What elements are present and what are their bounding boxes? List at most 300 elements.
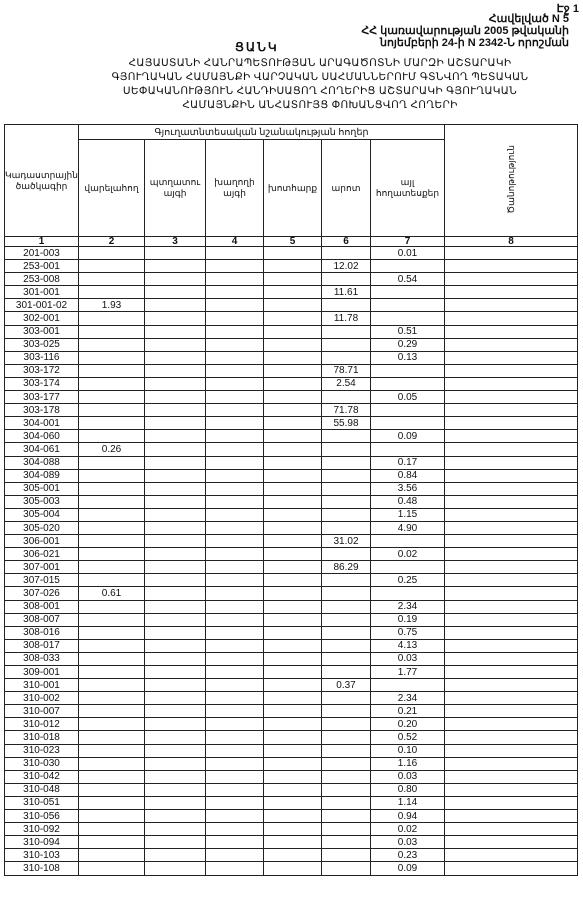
table-row: [5, 508, 578, 521]
arable-value: [79, 744, 145, 757]
column-number: 2: [79, 237, 145, 247]
orchard-value: [145, 600, 206, 613]
orchard-value: [145, 836, 206, 849]
orchard-value: [145, 325, 206, 338]
orchard-value: [145, 364, 206, 377]
arable-value: [79, 783, 145, 796]
other-land-value: 1.15: [371, 508, 445, 521]
subtitle-line: ՀԱՄԱՅՆՔԻՆ ԱՆՀԱՏՈՒՅՑ ՓՈԽԱՆՑՎՈՂ ՀՈՂԵՐԻ: [182, 99, 458, 111]
vineyard-value: [206, 548, 264, 561]
arable-value: [79, 770, 145, 783]
vineyard-value: [206, 757, 264, 770]
vineyard-value: [206, 456, 264, 469]
table-row: [5, 377, 578, 390]
other-land-value: 0.54: [371, 273, 445, 286]
note-value: [445, 849, 578, 862]
cadastral-code: 301-001-02: [5, 299, 79, 312]
vineyard-value: [206, 364, 264, 377]
vineyard-value: [206, 351, 264, 364]
other-land-value: 0.10: [371, 744, 445, 757]
arable-value: [79, 495, 145, 508]
note-value: [445, 783, 578, 796]
hayfield-value: [264, 862, 322, 875]
vineyard-value: [206, 862, 264, 875]
pasture-value: [322, 823, 371, 836]
pasture-value: 86.29: [322, 561, 371, 574]
hayfield-value: [264, 770, 322, 783]
header-orchard: պտղատու այգի: [145, 140, 206, 237]
other-land-value: [371, 312, 445, 325]
orchard-value: [145, 652, 206, 665]
cadastral-code: 308-001: [5, 600, 79, 613]
hayfield-value: [264, 351, 322, 364]
other-land-value: 3.56: [371, 482, 445, 495]
pasture-value: [322, 639, 371, 652]
other-land-value: [371, 404, 445, 417]
orchard-value: [145, 731, 206, 744]
vineyard-value: [206, 823, 264, 836]
pasture-value: [322, 456, 371, 469]
table-row: [5, 338, 578, 351]
vineyard-value: [206, 325, 264, 338]
table-row: [5, 783, 578, 796]
note-value: [445, 312, 578, 325]
note-value: [445, 391, 578, 404]
other-land-value: [371, 443, 445, 456]
arable-value: [79, 377, 145, 390]
vineyard-value: [206, 652, 264, 665]
vineyard-value: [206, 731, 264, 744]
note-value: [445, 679, 578, 692]
vineyard-value: [206, 639, 264, 652]
pasture-value: 78.71: [322, 364, 371, 377]
arable-value: [79, 600, 145, 613]
vineyard-value: [206, 600, 264, 613]
table-row: [5, 639, 578, 652]
note-value: [445, 731, 578, 744]
pasture-value: 11.78: [322, 312, 371, 325]
pasture-value: [322, 626, 371, 639]
note-value: [445, 574, 578, 587]
orchard-value: [145, 757, 206, 770]
vineyard-value: [206, 508, 264, 521]
vineyard-value: [206, 574, 264, 587]
vineyard-value: [206, 836, 264, 849]
orchard-value: [145, 299, 206, 312]
pasture-value: [322, 351, 371, 364]
vineyard-value: [206, 299, 264, 312]
cadastral-code: 310-018: [5, 731, 79, 744]
orchard-value: [145, 469, 206, 482]
other-land-value: 0.25: [371, 574, 445, 587]
page-number: Էջ 1: [556, 3, 579, 15]
cadastral-code: 310-048: [5, 783, 79, 796]
table-row: [5, 810, 578, 823]
cadastral-code: 301-001: [5, 286, 79, 299]
hayfield-value: [264, 600, 322, 613]
cadastral-code: 201-003: [5, 247, 79, 260]
table-row: [5, 600, 578, 613]
vineyard-value: [206, 273, 264, 286]
pasture-value: [322, 836, 371, 849]
pasture-value: [322, 443, 371, 456]
vineyard-value: [206, 626, 264, 639]
hayfield-value: [264, 705, 322, 718]
note-value: [445, 770, 578, 783]
other-land-value: [371, 260, 445, 273]
vineyard-value: [206, 692, 264, 705]
vineyard-value: [206, 495, 264, 508]
hayfield-value: [264, 508, 322, 521]
orchard-value: [145, 247, 206, 260]
pasture-value: [322, 299, 371, 312]
orchard-value: [145, 443, 206, 456]
note-value: [445, 862, 578, 875]
vineyard-value: [206, 810, 264, 823]
note-value: [445, 364, 578, 377]
hayfield-value: [264, 325, 322, 338]
pasture-value: [322, 521, 371, 534]
note-value: [445, 417, 578, 430]
orchard-value: [145, 639, 206, 652]
hayfield-value: [264, 783, 322, 796]
orchard-value: [145, 535, 206, 548]
table-row: [5, 823, 578, 836]
subtitle-line: ՍԵՓԱԿԱՆՈՒԹՅՈՒՆ ՀԱՆԴԻՍԱՑՈՂ ՀՈՂԵՐԻՑ ԱՇՏԱՐԱԿԻ ԳՅՈՒՂԱԿԱՆ: [122, 85, 518, 97]
note-value: [445, 247, 578, 260]
hayfield-value: [264, 692, 322, 705]
hayfield-value: [264, 744, 322, 757]
vineyard-value: [206, 482, 264, 495]
pasture-value: [322, 757, 371, 770]
vineyard-value: [206, 561, 264, 574]
table-row: [5, 535, 578, 548]
orchard-value: [145, 495, 206, 508]
hayfield-value: [264, 456, 322, 469]
vineyard-value: [206, 849, 264, 862]
table-row: [5, 482, 578, 495]
annex-government: ՀՀ կառավարության 2005 թվականի: [361, 25, 569, 37]
vineyard-value: [206, 391, 264, 404]
cadastral-code: 310-007: [5, 705, 79, 718]
pasture-value: [322, 600, 371, 613]
pasture-value: [322, 482, 371, 495]
column-number: 1: [5, 237, 79, 247]
pasture-value: [322, 338, 371, 351]
table-row: [5, 247, 578, 260]
arable-value: [79, 521, 145, 534]
table-row: [5, 391, 578, 404]
table-row: [5, 325, 578, 338]
arable-value: 0.61: [79, 587, 145, 600]
arable-value: [79, 417, 145, 430]
pasture-value: 71.78: [322, 404, 371, 417]
hayfield-value: [264, 521, 322, 534]
hayfield-value: [264, 626, 322, 639]
arable-value: [79, 430, 145, 443]
pasture-value: [322, 508, 371, 521]
cadastral-code: 303-172: [5, 364, 79, 377]
table-row: [5, 443, 578, 456]
table-row: [5, 404, 578, 417]
hayfield-value: [264, 757, 322, 770]
table-row: [5, 260, 578, 273]
hayfield-value: [264, 443, 322, 456]
cadastral-code: 303-001: [5, 325, 79, 338]
column-number: 8: [445, 237, 578, 247]
hayfield-value: [264, 849, 322, 862]
cadastral-code: 303-177: [5, 391, 79, 404]
arable-value: [79, 561, 145, 574]
table-row: [5, 312, 578, 325]
other-land-value: 0.01: [371, 247, 445, 260]
note-value: [445, 810, 578, 823]
header-other-land: այլ հողատեսքեր: [371, 140, 445, 237]
header-cadastral-code: Կադաստրային ծածկագիր: [5, 125, 79, 237]
cadastral-code: 307-001: [5, 561, 79, 574]
header-note: Ծանոթություն: [505, 144, 516, 214]
note-value: [445, 587, 578, 600]
table-row: [5, 495, 578, 508]
cadastral-code: 307-026: [5, 587, 79, 600]
arable-value: [79, 273, 145, 286]
pasture-value: 2.54: [322, 377, 371, 390]
hayfield-value: [264, 377, 322, 390]
other-land-value: 0.51: [371, 325, 445, 338]
cadastral-code: 310-042: [5, 770, 79, 783]
cadastral-code: 310-108: [5, 862, 79, 875]
table-row: [5, 299, 578, 312]
annex-reference: [361, 13, 569, 49]
vineyard-value: [206, 679, 264, 692]
other-land-value: [371, 417, 445, 430]
hayfield-value: [264, 535, 322, 548]
cadastral-code: 303-025: [5, 338, 79, 351]
pasture-value: [322, 430, 371, 443]
column-number: 6: [322, 237, 371, 247]
note-value: [445, 836, 578, 849]
other-land-value: 0.02: [371, 823, 445, 836]
table-row: [5, 417, 578, 430]
pasture-value: 12.02: [322, 260, 371, 273]
table-row: [5, 351, 578, 364]
note-value: [445, 443, 578, 456]
table-row: [5, 613, 578, 626]
note-value: [445, 260, 578, 273]
pasture-value: [322, 770, 371, 783]
pasture-value: [322, 718, 371, 731]
pasture-value: [322, 391, 371, 404]
cadastral-code: 308-017: [5, 639, 79, 652]
table-row: [5, 796, 578, 809]
cadastral-code: 308-007: [5, 613, 79, 626]
note-value: [445, 273, 578, 286]
hayfield-value: [264, 796, 322, 809]
arable-value: [79, 364, 145, 377]
hayfield-value: [264, 273, 322, 286]
vineyard-value: [206, 613, 264, 626]
note-value: [445, 404, 578, 417]
hayfield-value: [264, 587, 322, 600]
header-vineyard: խաղողի այգի: [206, 140, 264, 237]
note-value: [445, 508, 578, 521]
orchard-value: [145, 705, 206, 718]
table-row: [5, 692, 578, 705]
vineyard-value: [206, 535, 264, 548]
orchard-value: [145, 338, 206, 351]
hayfield-value: [264, 391, 322, 404]
cadastral-code: 305-001: [5, 482, 79, 495]
hayfield-value: [264, 574, 322, 587]
pasture-value: [322, 796, 371, 809]
arable-value: [79, 312, 145, 325]
arable-value: [79, 482, 145, 495]
note-value: [445, 626, 578, 639]
vineyard-value: [206, 404, 264, 417]
cadastral-code: 304-060: [5, 430, 79, 443]
table-row: [5, 705, 578, 718]
column-number: 5: [264, 237, 322, 247]
vineyard-value: [206, 430, 264, 443]
table-row: [5, 286, 578, 299]
vineyard-value: [206, 783, 264, 796]
other-land-value: 0.52: [371, 731, 445, 744]
table-row: [5, 731, 578, 744]
table-row: [5, 836, 578, 849]
cadastral-code: 305-020: [5, 521, 79, 534]
hayfield-value: [264, 260, 322, 273]
other-land-value: 1.14: [371, 796, 445, 809]
header-note-cell: [445, 125, 578, 237]
other-land-value: 0.48: [371, 495, 445, 508]
other-land-value: [371, 286, 445, 299]
vineyard-value: [206, 286, 264, 299]
cadastral-code: 305-003: [5, 495, 79, 508]
hayfield-value: [264, 679, 322, 692]
cadastral-code: 253-008: [5, 273, 79, 286]
hayfield-value: [264, 561, 322, 574]
pasture-value: [322, 666, 371, 679]
arable-value: [79, 731, 145, 744]
arable-value: [79, 705, 145, 718]
subtitle-line: ԳՅՈՒՂԱԿԱՆ ՀԱՄԱՅՆՔԻ ՎԱՐՉԱԿԱՆ ՍԱՀՄԱՆՆԵՐՈՒՄ ԳՏՆՎՈՂ ՊԵՏԱԿԱՆ: [111, 71, 529, 83]
orchard-value: [145, 744, 206, 757]
arable-value: [79, 626, 145, 639]
table-row: [5, 757, 578, 770]
orchard-value: [145, 666, 206, 679]
note-value: [445, 613, 578, 626]
cadastral-code: 303-174: [5, 377, 79, 390]
arable-value: [79, 849, 145, 862]
arable-value: [79, 862, 145, 875]
hayfield-value: [264, 718, 322, 731]
orchard-value: [145, 286, 206, 299]
orchard-value: [145, 404, 206, 417]
header-pasture: արոտ: [322, 140, 371, 237]
table-row: [5, 679, 578, 692]
table-row: [5, 548, 578, 561]
orchard-value: [145, 718, 206, 731]
pasture-value: [322, 273, 371, 286]
orchard-value: [145, 692, 206, 705]
note-value: [445, 652, 578, 665]
cadastral-code: 303-116: [5, 351, 79, 364]
vineyard-value: [206, 705, 264, 718]
hayfield-value: [264, 495, 322, 508]
note-value: [445, 692, 578, 705]
pasture-value: [322, 247, 371, 260]
vineyard-value: [206, 744, 264, 757]
other-land-value: 0.03: [371, 652, 445, 665]
table-row: [5, 469, 578, 482]
pasture-value: [322, 810, 371, 823]
pasture-value: [322, 783, 371, 796]
pasture-value: [322, 574, 371, 587]
pasture-value: [322, 652, 371, 665]
cadastral-code: 310-092: [5, 823, 79, 836]
cadastral-code: 304-061: [5, 443, 79, 456]
arable-value: [79, 260, 145, 273]
vineyard-value: [206, 666, 264, 679]
other-land-value: [371, 679, 445, 692]
other-land-value: 0.17: [371, 456, 445, 469]
vineyard-value: [206, 260, 264, 273]
table-row: [5, 849, 578, 862]
orchard-value: [145, 574, 206, 587]
column-number: 3: [145, 237, 206, 247]
cadastral-code: 310-094: [5, 836, 79, 849]
note-value: [445, 600, 578, 613]
orchard-value: [145, 823, 206, 836]
arable-value: [79, 286, 145, 299]
vineyard-value: [206, 338, 264, 351]
orchard-value: [145, 260, 206, 273]
hayfield-value: [264, 652, 322, 665]
note-value: [445, 718, 578, 731]
pasture-value: 11.61: [322, 286, 371, 299]
arable-value: [79, 836, 145, 849]
arable-value: [79, 351, 145, 364]
other-land-value: [371, 587, 445, 600]
hayfield-value: [264, 247, 322, 260]
vineyard-value: [206, 469, 264, 482]
table-row: [5, 574, 578, 587]
note-value: [445, 456, 578, 469]
pasture-value: [322, 495, 371, 508]
pasture-value: [322, 587, 371, 600]
arable-value: [79, 548, 145, 561]
table-row: [5, 521, 578, 534]
pasture-value: [322, 849, 371, 862]
note-value: [445, 823, 578, 836]
other-land-value: 4.13: [371, 639, 445, 652]
orchard-value: [145, 430, 206, 443]
hayfield-value: [264, 613, 322, 626]
other-land-value: 0.75: [371, 626, 445, 639]
note-value: [445, 744, 578, 757]
table-row: [5, 561, 578, 574]
note-value: [445, 666, 578, 679]
pasture-value: [322, 469, 371, 482]
cadastral-code: 303-178: [5, 404, 79, 417]
note-value: [445, 351, 578, 364]
orchard-value: [145, 561, 206, 574]
hayfield-value: [264, 404, 322, 417]
other-land-value: 0.03: [371, 836, 445, 849]
cadastral-code: 253-001: [5, 260, 79, 273]
other-land-value: 4.90: [371, 521, 445, 534]
table-row: [5, 666, 578, 679]
